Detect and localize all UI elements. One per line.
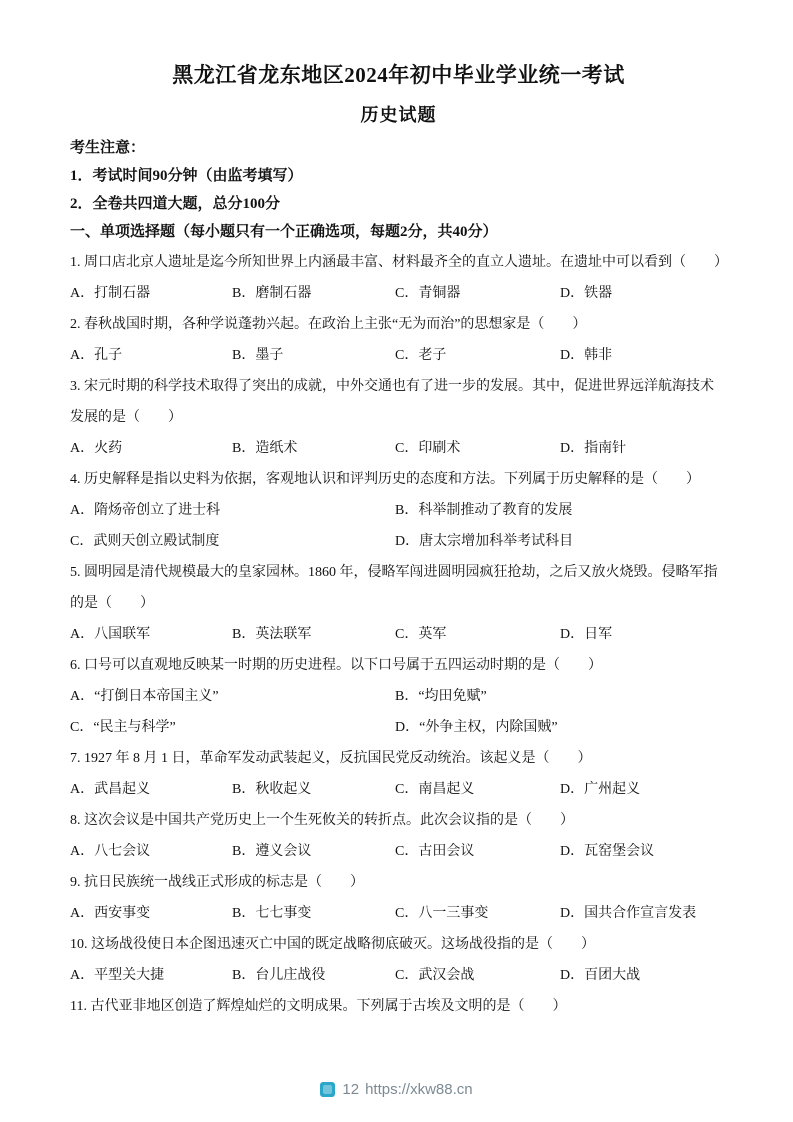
option: D．“外争主权，内除国贼” <box>395 720 558 736</box>
question-2 <box>70 309 727 371</box>
option: B．台儿庄战役 <box>232 968 326 984</box>
question-stem: 7. 1927 年 8 月 1 日，革命军发动武装起义，反抗国民党反动统治。该起义是（ ） <box>70 751 592 767</box>
question-1 <box>70 247 727 309</box>
option: A．“打倒日本帝国主义” <box>70 689 219 705</box>
option: A．火药 <box>70 441 123 457</box>
option: B．秋收起义 <box>232 782 312 798</box>
question-5 <box>70 557 727 650</box>
option: B．磨制石器 <box>232 286 312 302</box>
questions <box>70 247 727 1022</box>
option: A．八七会议 <box>70 844 151 860</box>
option: C．南昌起义 <box>395 782 475 798</box>
footer <box>0 1081 793 1098</box>
option-row <box>70 433 727 464</box>
option: C．青铜器 <box>395 286 461 302</box>
option: D．百团大战 <box>560 968 641 984</box>
option: A．打制石器 <box>70 286 151 302</box>
option: D．指南针 <box>560 441 627 457</box>
option: D．广州起义 <box>560 782 641 798</box>
option: A．平型关大捷 <box>70 968 165 984</box>
option: C．八一三事变 <box>395 906 489 922</box>
question-stem: 6. 口号可以直观地反映某一时期的历史进程。以下口号属于五四运动时期的是（ ） <box>70 658 602 674</box>
question-stem: 1. 周口店北京人遗址是迄今所知世界上内涵最丰富、材料最齐全的直立人遗址。在遗址中可以看到（ ） <box>70 255 728 271</box>
option: D．铁器 <box>560 286 613 302</box>
option: B．造纸术 <box>232 441 298 457</box>
question-stem: 3. 宋元时期的科学技术取得了突出的成就，中外交通也有了进一步的发展。其中，促进世界远洋航海技术发展的是（ ） <box>70 379 714 426</box>
question-3 <box>70 371 727 464</box>
option: C．英军 <box>395 627 447 643</box>
page-number: 12 <box>342 1081 360 1098</box>
question-11 <box>70 991 727 1022</box>
option: D．日军 <box>560 627 613 643</box>
option: B．英法联军 <box>232 627 312 643</box>
notice-line-2: 2．全卷共四道大题，总分100分 <box>70 196 281 213</box>
site-logo-icon <box>320 1082 335 1097</box>
option: B．七七事变 <box>232 906 312 922</box>
option: A．西安事变 <box>70 906 151 922</box>
option-row <box>70 278 727 309</box>
option-row <box>70 836 727 867</box>
notice-line-1: 1．考试时间90分钟（由监考填写） <box>70 168 303 185</box>
option: C．古田会议 <box>395 844 475 860</box>
section-title: 一、单项选择题（每小题只有一个正确选项，每题2分，共40分） <box>70 224 498 241</box>
option: C．武则天创立殿试制度 <box>70 534 220 550</box>
option: C．印刷术 <box>395 441 461 457</box>
option: A．八国联军 <box>70 627 151 643</box>
notice-heading: 考生注意： <box>70 140 146 157</box>
option: B．科举制推动了教育的发展 <box>395 503 573 519</box>
exam-title: 黑龙江省龙东地区2024年初中毕业学业统一考试 <box>172 63 625 87</box>
option: D．瓦窑堡会议 <box>560 844 655 860</box>
option: B．墨子 <box>232 348 284 364</box>
question-9 <box>70 867 727 929</box>
notice-block <box>70 134 727 218</box>
option-row <box>70 495 727 557</box>
question-6 <box>70 650 727 743</box>
option-row <box>70 960 727 991</box>
question-stem: 11. 古代亚非地区创造了辉煌灿烂的文明成果。下列属于古埃及文明的是（ ） <box>70 999 567 1015</box>
option: D．韩非 <box>560 348 613 364</box>
question-10 <box>70 929 727 991</box>
option-row <box>70 681 727 743</box>
question-stem: 10. 这场战役使日本企图迅速灭亡中国的既定战略彻底破灭。这场战役指的是（ ） <box>70 937 595 953</box>
option: C．武汉会战 <box>395 968 475 984</box>
option-row <box>70 774 727 805</box>
question-stem: 8. 这次会议是中国共产党历史上一个生死攸关的转折点。此次会议指的是（ ） <box>70 813 574 829</box>
question-8 <box>70 805 727 867</box>
option-row <box>70 340 727 371</box>
question-stem: 5. 圆明园是清代规模最大的皇家园林。1860 年，侵略军闯进圆明园疯狂抢劫，之后又放火烧毁。侵略军指的是（ ） <box>70 565 718 612</box>
question-stem: 9. 抗日民族统一战线正式形成的标志是（ ） <box>70 875 364 891</box>
option: A．武昌起义 <box>70 782 151 798</box>
option-row <box>70 619 727 650</box>
question-stem: 4. 历史解释是指以史料为依据，客观地认识和评判历史的态度和方法。下列属于历史解释的是（ ） <box>70 472 700 488</box>
option: B．“均田免赋” <box>395 689 487 705</box>
question-7 <box>70 743 727 805</box>
question-4 <box>70 464 727 557</box>
option: B．遵义会议 <box>232 844 312 860</box>
option: A．隋炀帝创立了进士科 <box>70 503 221 519</box>
question-stem: 2. 春秋战国时期，各种学说蓬勃兴起。在政治上主张“无为而治”的思想家是（ ） <box>70 317 587 333</box>
option: D．唐太宗增加科举考试科目 <box>395 534 574 550</box>
option-row <box>70 898 727 929</box>
option: D．国共合作宣言发表 <box>560 906 697 922</box>
site-url: https://xkw88.cn <box>365 1081 473 1098</box>
exam-subtitle: 历史试题 <box>360 105 437 126</box>
option: C．老子 <box>395 348 447 364</box>
option: C．“民主与科学” <box>70 720 176 736</box>
option: A．孔子 <box>70 348 123 364</box>
